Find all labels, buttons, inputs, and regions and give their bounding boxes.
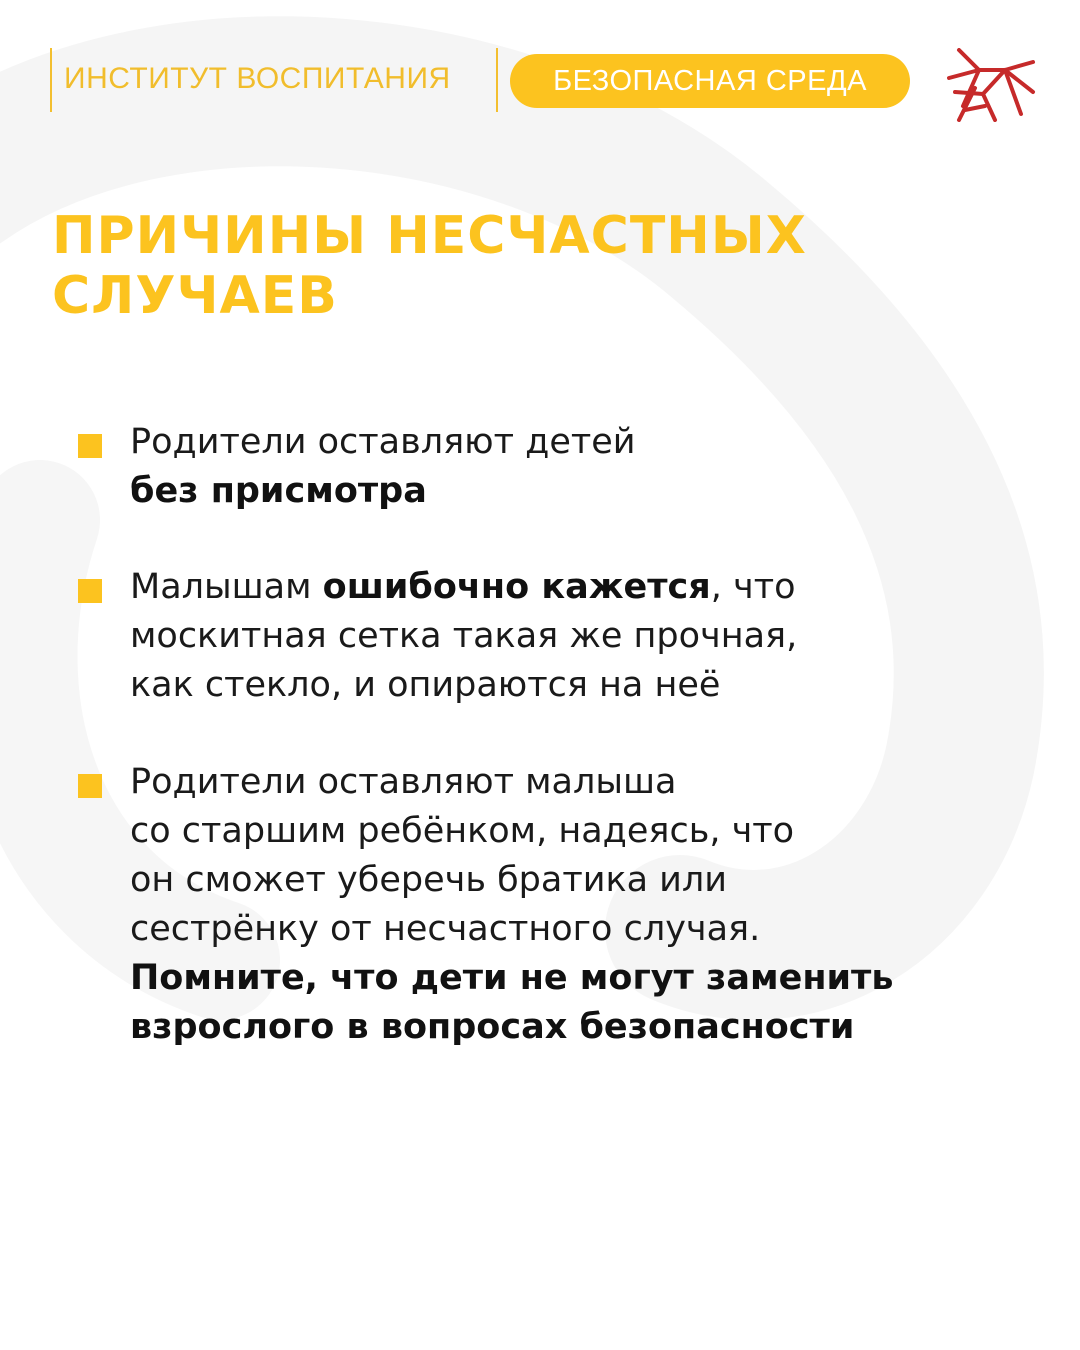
square-bullet-icon [78, 579, 102, 603]
item-line: москитная сетка такая же прочная, [130, 616, 798, 656]
page-title [52, 206, 807, 326]
item-text-fragment: , что [710, 567, 796, 607]
title-line-2: СЛУЧАЕВ [52, 266, 338, 326]
square-bullet-icon [78, 434, 102, 458]
header-divider-middle [496, 48, 498, 112]
list-item-text [130, 418, 990, 516]
item-line: он сможет уберечь братика или [130, 860, 728, 900]
item-bold-text: Помните, что дети не могут заменить [130, 958, 894, 998]
item-line: Родители оставляют детей [130, 422, 636, 462]
section-pill: БЕЗОПАСНАЯ СРЕДА [510, 54, 910, 108]
title-line-1: ПРИЧИНЫ НЕСЧАСТНЫХ [52, 206, 807, 266]
item-text-fragment: Малышам [130, 567, 323, 607]
list-item-text [130, 758, 990, 1052]
item-bold-text: без присмотра [130, 471, 427, 511]
item-line: со старшим ребёнком, надеясь, что [130, 811, 795, 851]
item-bold-text: ошибочно кажется [322, 567, 711, 607]
square-bullet-icon [78, 774, 102, 798]
institute-label: ИНСТИТУТ ВОСПИТАНИЯ [64, 62, 451, 95]
header-divider-left [50, 48, 52, 112]
header-bar [50, 48, 1050, 112]
item-line: как стекло, и опираются на неё [130, 665, 721, 705]
list-item-text [130, 563, 990, 710]
item-line: сестрёнку от несчастного случая. [130, 909, 761, 949]
chair-logo-icon [945, 48, 1041, 122]
item-bold-text: взрослого в вопросах безопасности [130, 1007, 855, 1047]
item-line: Родители оставляют малыша [130, 762, 677, 802]
